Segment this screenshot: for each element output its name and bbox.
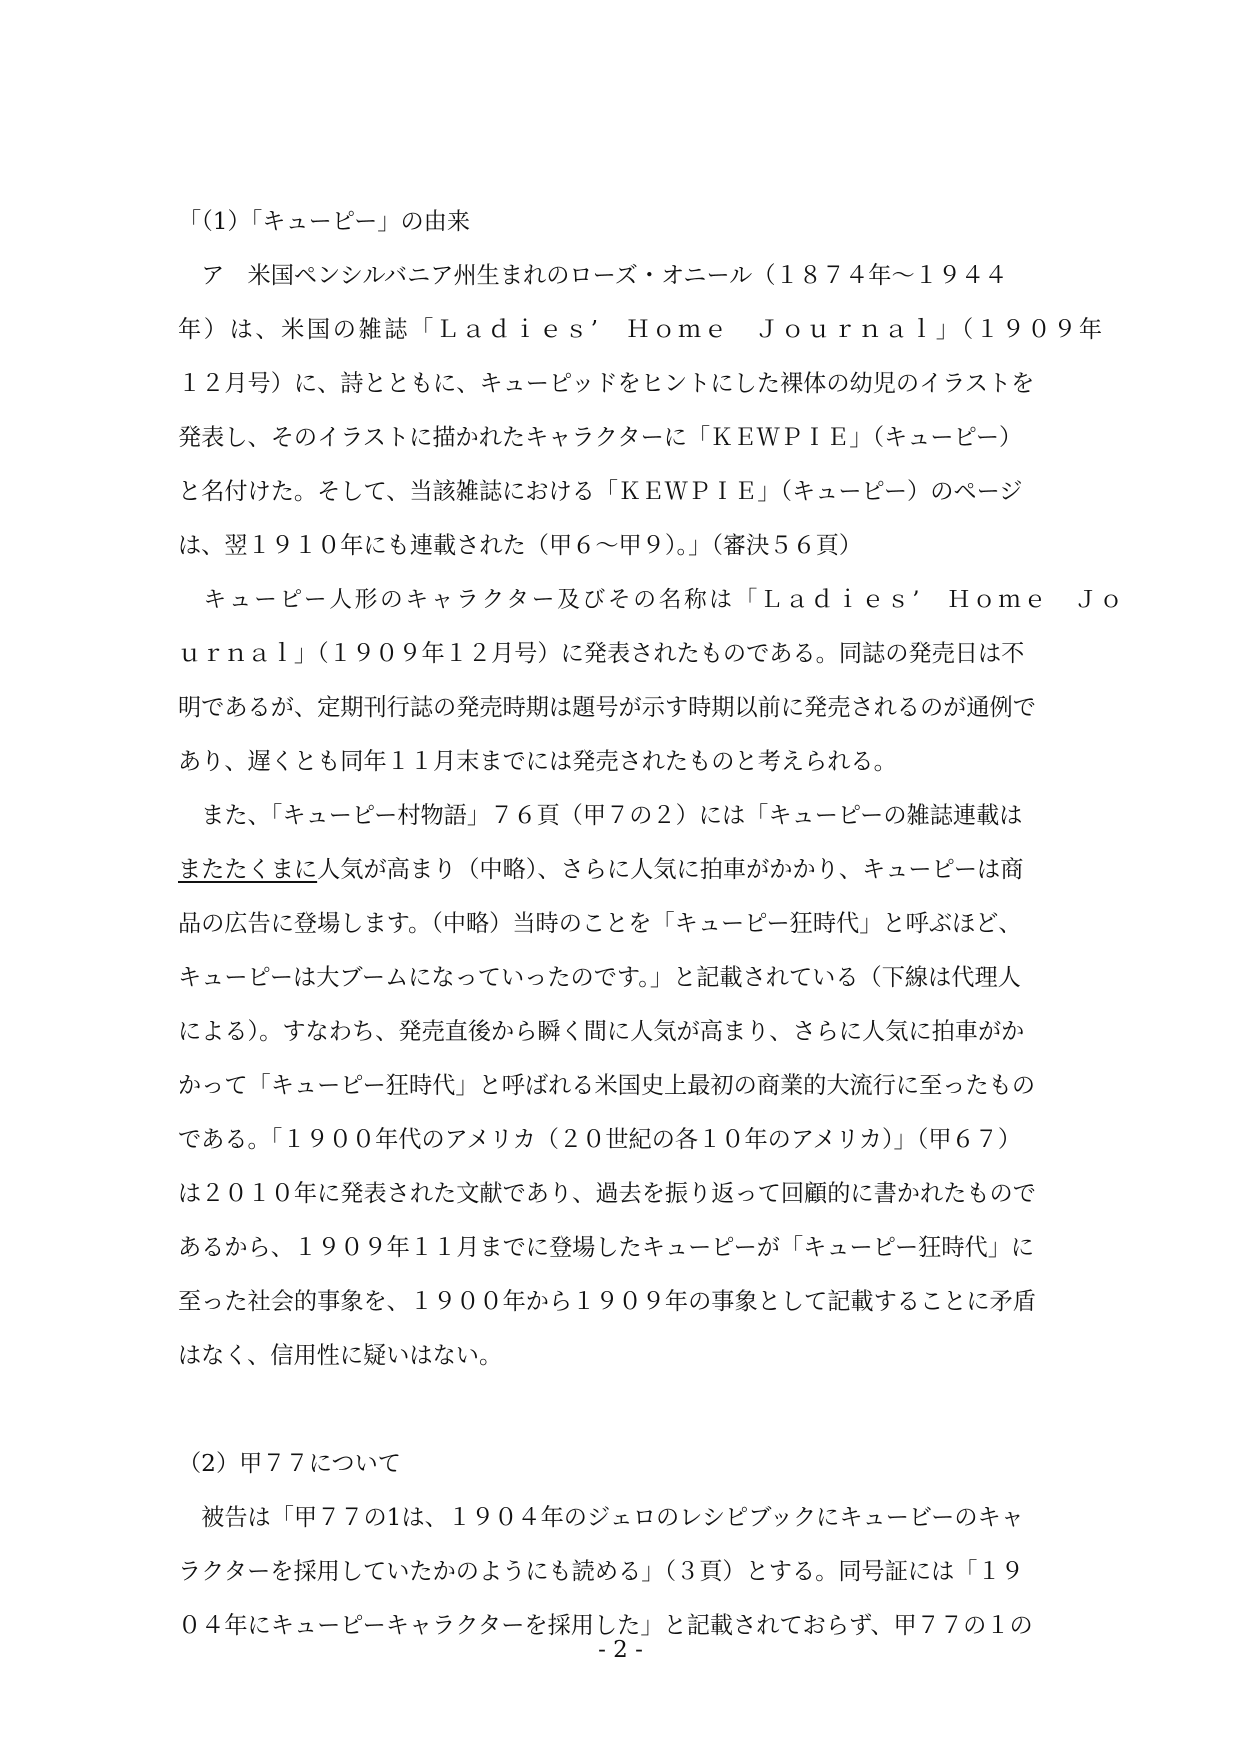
line-segment: 人気が高まり（中略）、さらに人気に拍車がかかり、キューピーは商 [317, 856, 1024, 883]
underlined-text: またたくまに [178, 856, 318, 883]
line-segment: による）。すなわち、発売直後から瞬く間に人気が高まり、さらに人気に拍車がか [178, 1018, 1025, 1045]
line-segment: あり、遅くとも同年１１月末までには発売されたものと考えられる。 [178, 748, 897, 775]
line-segment: ア 米国ペンシルバニア州生まれのローズ・オニール（１８７４年～１９４４ [178, 262, 1008, 289]
line-segment: 年）は、米国の雑誌「Ｌａｄｉｅｓ’ Ｈｏｍｅ Ｊｏｕｒｎａｌ」（１９０９年 [178, 316, 1105, 343]
text-line [178, 573, 1125, 627]
text-line [178, 1059, 1118, 1113]
text-line [178, 465, 1118, 519]
text-line [178, 843, 1118, 897]
text-line [178, 357, 1118, 411]
line-segment: また、「キューピー村物語」７６頁（甲７の２）には「キューピーの雑誌連載は [178, 802, 1023, 829]
line-segment: あるから、１９０９年１１月までに登場したキューピーが「キューピー狂時代」に [178, 1234, 1035, 1261]
line-segment: はなく、信用性に疑いはない。 [178, 1342, 503, 1369]
text-line [178, 789, 1118, 843]
text-line [178, 897, 1118, 951]
text-line [178, 1113, 1118, 1167]
line-segment: キューピーは大ブームになっていったのです。」と記載されている（下線は代理人 [178, 964, 1021, 991]
text-line [178, 1437, 1118, 1491]
line-segment: は２０１０年に発表された文献であり、過去を振り返って回顧的に書かれたもので [178, 1180, 1036, 1207]
text-line [178, 1545, 1118, 1599]
text-line [178, 249, 1118, 303]
section-gap [178, 1383, 1118, 1437]
text-line [178, 1167, 1118, 1221]
text-line [178, 735, 1118, 789]
line-segment: である。「１９００年代のアメリカ（２０世紀の各１０年のアメリカ）」（甲６７） [178, 1126, 1022, 1153]
text-line [178, 1329, 1118, 1383]
text-line [178, 411, 1118, 465]
line-segment: １２月号）に、詩とともに、キューピッドをヒントにした裸体の幼児のイラストを [178, 370, 1035, 397]
page-number: - 2 - [598, 1637, 643, 1663]
document-body [178, 195, 1125, 1653]
text-line [178, 195, 1118, 249]
line-segment: 「（1）「キューピー」の由来 [178, 208, 471, 235]
text-line [178, 1491, 1118, 1545]
line-segment: キューピー人形のキャラクター及びその名称は「Ｌａｄｉｅｓ’ Ｈｏｍｅ Ｊｏ [178, 587, 1125, 613]
line-segment: ０４年にキューピーキャラクターを採用した」と記載されておらず、甲７７の１の [178, 1612, 1033, 1639]
line-segment: ｕｒｎａｌ」（１９０９年１２月号）に発表されたものである。同誌の発売日は不 [178, 640, 1025, 667]
text-line [178, 681, 1118, 735]
text-line [178, 1005, 1118, 1059]
line-segment: 至った社会的事象を、１９００年から１９０９年の事象として記載することに矛盾 [178, 1288, 1036, 1315]
text-line [178, 627, 1118, 681]
line-segment: 明であるが、定期刊行誌の発売時期は題号が示す時期以前に発売されるのが通例で [178, 694, 1036, 721]
text-line [178, 951, 1118, 1005]
line-segment: 品の広告に登場します。（中略）当時のことを「キューピー狂時代」と呼ぶほど、 [178, 910, 1022, 937]
text-line [178, 303, 1118, 357]
line-segment: 被告は「甲７７の1は、１９０４年のジェロのレシピブックにキュービーのキャ [178, 1504, 1024, 1531]
text-line [178, 1221, 1118, 1275]
line-segment: は、翌１９１０年にも連載された（甲６～甲９）。」（審決５６頁） [178, 532, 863, 559]
line-segment: （2）甲７７について [178, 1450, 401, 1477]
line-segment: と名付けた。そして、当該雑誌における「ＫＥＷＰＩＥ」（キューピー）のページ [178, 478, 1023, 505]
text-line [178, 1275, 1118, 1329]
line-segment: ラクターを採用していたかのようにも読める」（３頁）とする。同号証には「１９ [178, 1558, 1024, 1585]
text-line [178, 519, 1118, 573]
line-segment: 発表し、そのイラストに描かれたキャラクターに「ＫＥＷＰＩＥ」（キューピー） [178, 424, 1023, 451]
line-segment: かって「キューピー狂時代」と呼ばれる米国史上最初の商業的大流行に至ったもの [178, 1072, 1036, 1099]
